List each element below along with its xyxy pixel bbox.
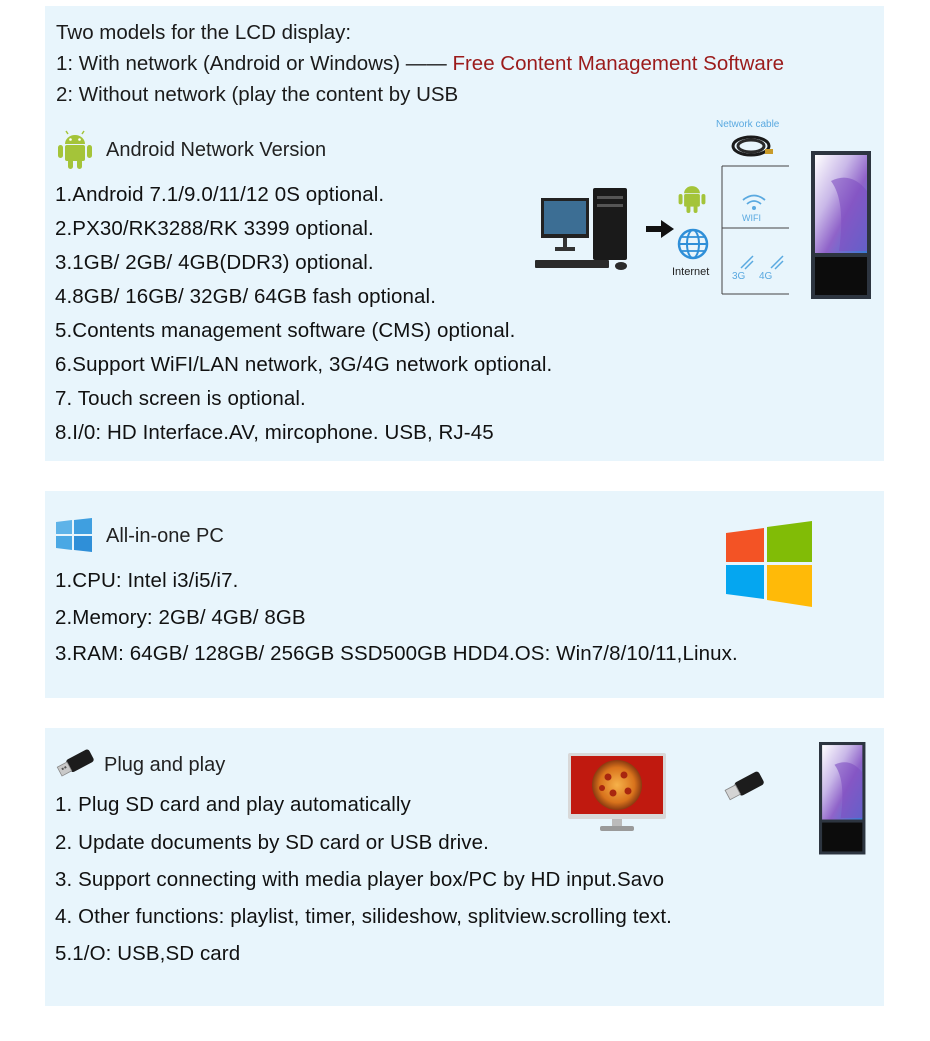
connection-lines: [717, 164, 792, 300]
signal-3g-icon: [737, 254, 757, 270]
network-cable-label: Network cable: [716, 119, 780, 130]
signal-4g-icon: [767, 254, 787, 270]
usb-panel: [45, 728, 884, 1006]
windows-logo: [726, 521, 812, 607]
kiosk-display-icon: [811, 151, 873, 301]
android-item-3: 3.1GB/ 2GB/ 4GB(DDR3) optional.: [55, 251, 374, 274]
intro-line-usb: 2: Without network (play the content by USB: [56, 83, 459, 106]
usb-drive-icon: [56, 748, 96, 780]
globe-icon: [677, 228, 709, 260]
android-title: Android Network Version: [106, 139, 327, 161]
windows-item-3: 3.RAM: 64GB/ 128GB/ 256GB SSD500GB HDD4.OS: Win7/8/10/11,Linux.: [55, 642, 738, 665]
wifi-icon: [741, 193, 767, 211]
wifi-label: WIFI: [742, 213, 761, 223]
internet-label: Internet: [672, 266, 710, 278]
monitor-image: [568, 753, 668, 835]
android-item-2: 2.PX30/RK3288/RK 3399 optional.: [55, 217, 374, 240]
android-item-1: 1.Android 7.1/9.0/11/12 0S optional.: [55, 183, 385, 206]
intro-line-network: [56, 52, 784, 76]
usb-item-5: 5.1/O: USB,SD card: [55, 942, 241, 965]
intro-title: Two models for the LCD display:: [56, 21, 352, 44]
intro-line1-prefix: 1: With network (Android or Windows) ——: [56, 52, 447, 75]
android-icon: [56, 130, 94, 170]
usb-stick-image: [723, 770, 767, 804]
android-item-6: 6.Support WiFI/LAN network, 3G/4G network optional.: [55, 353, 553, 376]
usb-item-3: 3. Support connecting with media player box/PC by HD input.Savo: [55, 868, 665, 891]
android-item-5: 5.Contents management software (CMS) optional.: [55, 319, 516, 342]
usb-item-2: 2. Update documents by SD card or USB drive.: [55, 831, 489, 854]
network-cable-icon: [731, 133, 775, 159]
desktop-pc-icon: [533, 184, 633, 274]
android-small-icon: [677, 182, 707, 214]
windows-item-1: 1.CPU: Intel i3/i5/i7.: [55, 569, 239, 592]
windows-title: All-in-one PC: [106, 525, 224, 547]
windows-icon: [56, 518, 92, 552]
windows-item-2: 2.Memory: 2GB/ 4GB/ 8GB: [55, 606, 306, 629]
kiosk-display-image: [819, 742, 867, 856]
android-item-4: 4.8GB/ 16GB/ 32GB/ 64GB fash optional.: [55, 285, 436, 308]
label-3g: 3G: [732, 271, 746, 282]
windows-panel: [45, 491, 884, 698]
android-panel: [45, 6, 884, 461]
android-item-8: 8.I/0: HD Interface.AV, mircophone. USB, RJ-45: [55, 421, 494, 444]
usb-item-4: 4. Other functions: playlist, timer, silideshow, splitview.scrolling text.: [55, 905, 672, 928]
intro-line1-highlight: Free Content Management Software: [446, 52, 785, 75]
usb-item-1: 1. Plug SD card and play automatically: [55, 793, 411, 816]
arrow-right-icon: [646, 220, 674, 238]
usb-title: Plug and play: [104, 754, 226, 776]
android-item-7: 7. Touch screen is optional.: [55, 387, 306, 410]
label-4g: 4G: [759, 271, 773, 282]
